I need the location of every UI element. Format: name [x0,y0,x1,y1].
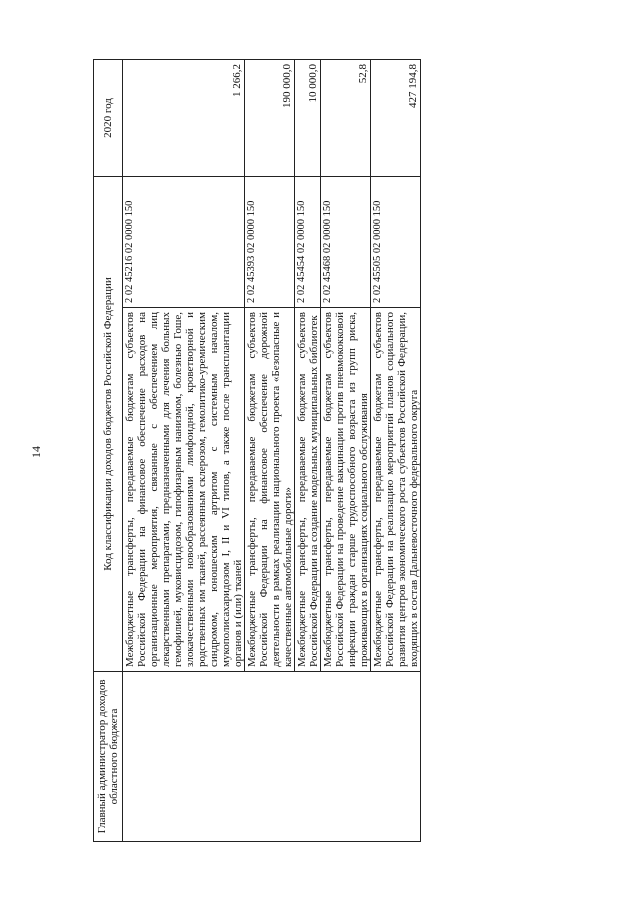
table-header-row [94,59,123,841]
row-code: 2 02 45393 02 0000 150 [245,176,295,307]
row-value: 10 000,0 [295,59,321,176]
header-classification: Код классификации доходов бюджетов Российской Федерации [94,176,123,671]
row-code: 2 02 45216 02 0000 150 [123,176,245,307]
row-description: Межбюджетные трансферты, передаваемые бюджетам субъектов Российской Федерации на финансовое обеспечение расходов на организационные мероприятия, связанные с обеспечением лиц лекарственными препаратами, предназначенными для лечения больных гемофилией, муковисцидозом, гипофизарным нанизмом, болезнью Гоше, злокачественными новообразованиями лимфоидной, кроветворной и родственных им тканей, рассеянным склерозом, гемолитико-уремическим синдромом, юношеским артритом с системным началом, мукополисахаридозом I, II и VI типов, а также после трансплантации органов и (или) тканей [123,308,245,672]
row-description: Межбюджетные трансферты, передаваемые бюджетам субъектов Российской Федерации на проведение вакцинации против пневмококковой инфекции граждан старше трудоспособного возраста из групп риска, проживающих в организациях социального обслуживания [321,308,371,672]
row-value: 52,8 [321,59,371,176]
row-description: Межбюджетные трансферты, передаваемые бюджетам субъектов Российской Федерации на реализацию мероприятий планов социального развития центров экономического роста субъектов Российской Федерации, входящих в состав Дальневосточного федерального округа [371,308,421,672]
row-value: 427 194,8 [371,59,421,176]
row-value: 1 266,2 [123,59,245,176]
row-code: 2 02 45505 02 0000 150 [371,176,421,307]
row-code: 2 02 45468 02 0000 150 [321,176,371,307]
row-description: Межбюджетные трансферты, передаваемые бюджетам субъектов Российской Федерации на создание модельных муниципальных библиотек [295,308,321,672]
row-value: 190 000,0 [245,59,295,176]
header-admin: Главный администратор доходов областного бюджета [94,672,123,842]
rotated-table-container [93,60,541,842]
admin-cell [123,672,421,842]
table-row [123,59,245,841]
page-number: 14 [29,446,43,458]
row-description: Межбюджетные трансферты, передаваемые бюджетам субъектов Российской Федерации на финансовое обеспечение дорожной деятельности в рамках реализации национального проекта «Безопасные и качественные автомобильные дороги» [245,308,295,672]
header-year: 2020 год [94,59,123,176]
row-code: 2 02 45454 02 0000 150 [295,176,321,307]
budget-revenue-table [93,59,421,842]
